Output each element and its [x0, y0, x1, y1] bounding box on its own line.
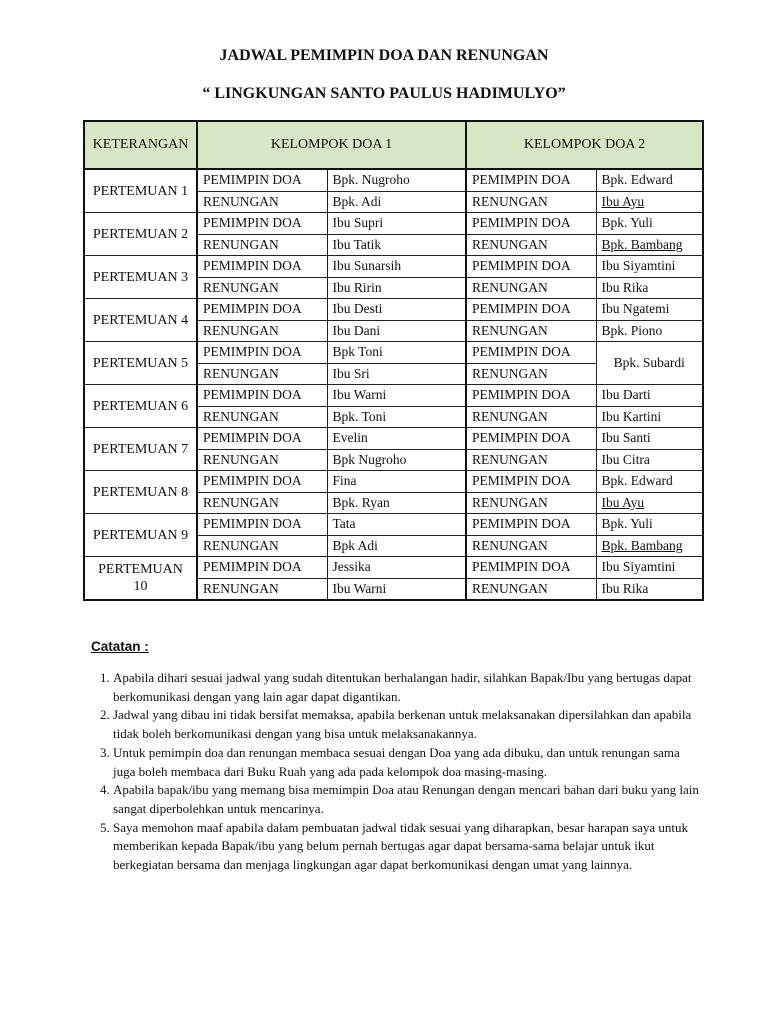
- header-keterangan: KETERANGAN: [84, 121, 197, 169]
- group2-role-leader: PEMIMPIN DOA: [466, 299, 596, 321]
- note-item: 1. Apabila dihari sesuai jadwal yang sudah ditentukan berhalangan hadir, silahkan Bapak/Ibu yang bertugas dapat berkomunikasi dengan yang lain agar dapat digantikan.: [113, 669, 701, 706]
- group2-leader-name: Ibu Darti: [596, 385, 703, 407]
- group1-role-leader: PEMIMPIN DOA: [197, 514, 327, 536]
- group2-reflection-name: Bpk. Bambang: [596, 234, 703, 256]
- group1-role-reflection: RENUNGAN: [197, 320, 327, 342]
- table-row: [84, 557, 703, 579]
- group1-leader-name: Ibu Sunarsih: [327, 256, 466, 278]
- notes-list: [91, 669, 701, 875]
- group1-leader-name: Bpk Toni: [327, 342, 466, 364]
- schedule-table: [83, 120, 704, 601]
- group1-reflection-name: Bpk Nugroho: [327, 449, 466, 471]
- group1-role-reflection: RENUNGAN: [197, 234, 327, 256]
- group1-role-reflection: RENUNGAN: [197, 449, 327, 471]
- group1-leader-name: Ibu Warni: [327, 385, 466, 407]
- group2-role-reflection: RENUNGAN: [466, 578, 596, 600]
- header-group-1: KELOMPOK DOA 1: [197, 121, 466, 169]
- group1-reflection-name: Ibu Sri: [327, 363, 466, 385]
- table-row: [84, 471, 703, 493]
- group2-role-reflection: RENUNGAN: [466, 277, 596, 299]
- table-row: [84, 428, 703, 450]
- table-row: [84, 299, 703, 321]
- group1-role-leader: PEMIMPIN DOA: [197, 385, 327, 407]
- group1-reflection-name: Ibu Warni: [327, 578, 466, 600]
- group1-reflection-name: Bpk. Ryan: [327, 492, 466, 514]
- group2-role-leader: PEMIMPIN DOA: [466, 514, 596, 536]
- group2-role-reflection: RENUNGAN: [466, 320, 596, 342]
- group2-role-leader: PEMIMPIN DOA: [466, 169, 596, 191]
- group2-role-reflection: RENUNGAN: [466, 191, 596, 213]
- group1-leader-name: Bpk. Nugroho: [327, 169, 466, 191]
- group1-role-leader: PEMIMPIN DOA: [197, 471, 327, 493]
- meeting-label: PERTEMUAN 8: [84, 471, 197, 514]
- group1-role-reflection: RENUNGAN: [197, 191, 327, 213]
- group2-role-reflection: RENUNGAN: [466, 535, 596, 557]
- group2-role-reflection: RENUNGAN: [466, 234, 596, 256]
- group2-reflection-name: Ibu Kartini: [596, 406, 703, 428]
- table-row: [84, 169, 703, 191]
- group2-reflection-name: Ibu Ayu: [596, 191, 703, 213]
- group2-role-leader: PEMIMPIN DOA: [466, 213, 596, 235]
- group1-reflection-name: Ibu Tatik: [327, 234, 466, 256]
- notes-heading: Catatan :: [91, 639, 149, 654]
- group1-reflection-name: Bpk. Adi: [327, 191, 466, 213]
- group2-role-leader: PEMIMPIN DOA: [466, 256, 596, 278]
- group1-reflection-name: Ibu Ririn: [327, 277, 466, 299]
- group2-leader-name: Ibu Siyamtini: [596, 256, 703, 278]
- group1-leader-name: Jessika: [327, 557, 466, 579]
- group2-role-leader: PEMIMPIN DOA: [466, 557, 596, 579]
- header-group-2: KELOMPOK DOA 2: [466, 121, 703, 169]
- table-row: [84, 385, 703, 407]
- meeting-label: PERTEMUAN 6: [84, 385, 197, 428]
- group1-leader-name: Tata: [327, 514, 466, 536]
- meeting-label: PERTEMUAN 7: [84, 428, 197, 471]
- group1-role-leader: PEMIMPIN DOA: [197, 557, 327, 579]
- group2-reflection-name: Ibu Rika: [596, 277, 703, 299]
- meeting-label: PERTEMUAN 10: [84, 557, 197, 601]
- group1-role-leader: PEMIMPIN DOA: [197, 213, 327, 235]
- group2-role-leader: PEMIMPIN DOA: [466, 428, 596, 450]
- group1-role-leader: PEMIMPIN DOA: [197, 342, 327, 364]
- group1-role-reflection: RENUNGAN: [197, 578, 327, 600]
- page-title: JADWAL PEMIMPIN DOA DAN RENUNGAN: [219, 47, 549, 64]
- group2-role-reflection: RENUNGAN: [466, 406, 596, 428]
- group2-role-reflection: RENUNGAN: [466, 492, 596, 514]
- table-row: [84, 342, 703, 364]
- group1-reflection-name: Ibu Dani: [327, 320, 466, 342]
- group2-leader-name: Bpk. Yuli: [596, 213, 703, 235]
- group2-leader-name: Ibu Santi: [596, 428, 703, 450]
- meeting-label: PERTEMUAN 4: [84, 299, 197, 342]
- group1-reflection-name: Bpk Adi: [327, 535, 466, 557]
- page-subtitle: “ LINGKUNGAN SANTO PAULUS HADIMULYO”: [202, 85, 566, 102]
- group2-merged-name: Bpk. Subardi: [596, 342, 703, 385]
- group2-role-leader: PEMIMPIN DOA: [466, 471, 596, 493]
- meeting-label: PERTEMUAN 5: [84, 342, 197, 385]
- note-item: 2. Jadwal yang dibau ini tidak bersifat memaksa, apabila berkenan untuk melaksanakan dipersilahkan dan apabila tidak boleh berkomunikasi dengan yang bisa untuk melaksanakannya.: [113, 706, 701, 743]
- group2-reflection-name: Ibu Rika: [596, 578, 703, 600]
- group2-reflection-name: Bpk. Bambang: [596, 535, 703, 557]
- table-row: [84, 514, 703, 536]
- table-row: [84, 256, 703, 278]
- note-item: 4. Apabila bapak/ibu yang memang bisa memimpin Doa atau Renungan dengan mencari bahan dari buku yang lain sangat diperbolehkan untuk mencarinya.: [113, 781, 701, 818]
- group2-reflection-name: Ibu Citra: [596, 449, 703, 471]
- group2-leader-name: Ibu Ngatemi: [596, 299, 703, 321]
- group2-reflection-name: Ibu Ayu: [596, 492, 703, 514]
- group2-role-leader: PEMIMPIN DOA: [466, 342, 596, 364]
- group1-role-leader: PEMIMPIN DOA: [197, 169, 327, 191]
- group1-leader-name: Ibu Supri: [327, 213, 466, 235]
- group1-role-leader: PEMIMPIN DOA: [197, 256, 327, 278]
- note-item: 3. Untuk pemimpin doa dan renungan membaca sesuai dengan Doa yang ada dibuku, dan untuk renungan sama juga boleh membaca dari Buku Ruah yang ada pada kelompok doa masing-masing.: [113, 744, 701, 781]
- group2-role-reflection: RENUNGAN: [466, 363, 596, 385]
- group2-leader-name: Bpk. Edward: [596, 471, 703, 493]
- group1-leader-name: Fina: [327, 471, 466, 493]
- table-row: [84, 213, 703, 235]
- group1-role-leader: PEMIMPIN DOA: [197, 299, 327, 321]
- group2-leader-name: Bpk. Edward: [596, 169, 703, 191]
- group2-role-reflection: RENUNGAN: [466, 449, 596, 471]
- meeting-label: PERTEMUAN 9: [84, 514, 197, 557]
- group1-role-reflection: RENUNGAN: [197, 363, 327, 385]
- group1-reflection-name: Bpk. Toni: [327, 406, 466, 428]
- group2-leader-name: Bpk. Yuli: [596, 514, 703, 536]
- group1-role-reflection: RENUNGAN: [197, 492, 327, 514]
- group1-role-reflection: RENUNGAN: [197, 535, 327, 557]
- group1-role-reflection: RENUNGAN: [197, 406, 327, 428]
- group1-leader-name: Evelin: [327, 428, 466, 450]
- group1-role-reflection: RENUNGAN: [197, 277, 327, 299]
- meeting-label: PERTEMUAN 2: [84, 213, 197, 256]
- group2-reflection-name: Bpk. Piono: [596, 320, 703, 342]
- group2-role-leader: PEMIMPIN DOA: [466, 385, 596, 407]
- meeting-label: PERTEMUAN 1: [84, 169, 197, 213]
- group1-role-leader: PEMIMPIN DOA: [197, 428, 327, 450]
- group2-leader-name: Ibu Siyamtini: [596, 557, 703, 579]
- group1-leader-name: Ibu Desti: [327, 299, 466, 321]
- table-header-row: [84, 121, 703, 169]
- schedule-body: [84, 169, 703, 600]
- note-item: 5. Saya memohon maaf apabila dalam pembuatan jadwal tidak sesuai yang diharapkan, besar harapan saya untuk memberikan kepada Bapak/ibu yang belum pernah bertugas agar dapat bersama-sama belajar untuk ikut berkegiatan bersama dan menjaga lingkungan agar dapat berkomunikasi dengan umat yang lainnya.: [113, 819, 701, 875]
- meeting-label: PERTEMUAN 3: [84, 256, 197, 299]
